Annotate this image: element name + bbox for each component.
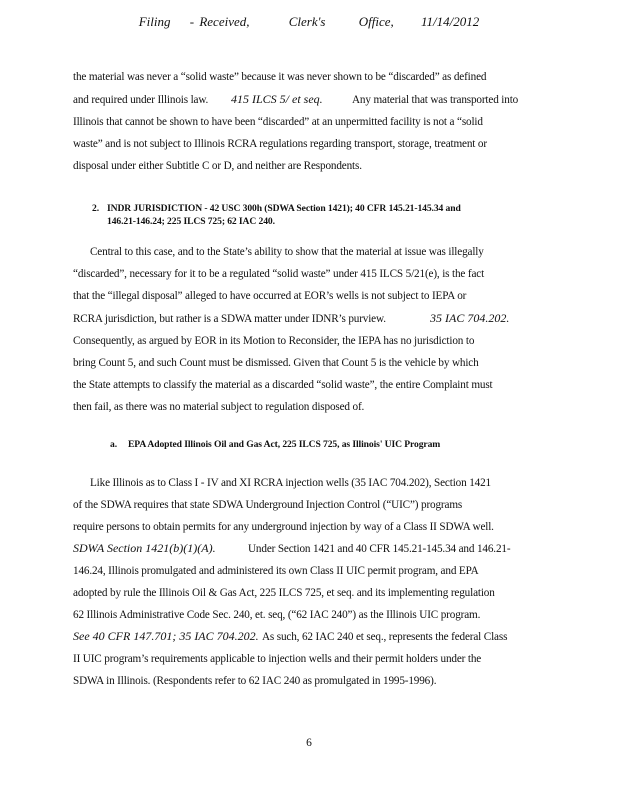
para2-line4: RCRA jurisdiction, but rather is a SDWA matter under IDNR’s purview. [73,313,386,325]
para3-line2: of the SDWA requires that state SDWA Underground Injection Control (“UIC”) programs [73,499,463,511]
heading2-line1: INDR JURISDICTION - 42 USC 300h (SDWA Section 1421); 40 CFR 145.21-145.34 and [107,203,461,214]
para2-line8: then fail, as there was no material subject to regulation disposed of. [73,401,365,413]
header-clerks: Clerk's [288,14,326,29]
para1-line1: the material was never a “solid waste” because it was never shown to be “discarded” as defined [73,71,487,83]
para3-line6: adopted by rule the Illinois Oil & Gas Act, 225 ILCS 725, et seq. and its implementing regulation [73,587,495,599]
para3-line5: 146.24, Illinois promulgated and administered its own Class II UIC permit program, and EPA [73,565,479,577]
para3-citation2: See 40 CFR 147.701; 35 IAC 704.202. [73,629,259,643]
para2-line2: “discarded”, necessary for it to be a regulated “solid waste” under 415 ILCS 5/21(e), is the fact [73,268,485,280]
para3-citation1: SDWA Section 1421(b)(1)(A). [73,541,216,555]
para2-line5: Consequently, as argued by EOR in its Motion to Reconsider, the IEPA has no jurisdiction to [73,335,475,347]
para3-line4b: Under Section 1421 and 40 CFR 145.21-145.34 and 146.21- [248,543,511,555]
filing-header [0,14,618,30]
page-number: 6 [306,737,312,749]
para2-citation: 35 IAC 704.202. [430,311,510,325]
para2-line6: bring Count 5, and such Count must be dismissed. Given that Count 5 is the vehicle by which [73,357,479,369]
para3-line10: SDWA in Illinois. (Respondents refer to 62 IAC 240 as promulgated in 1995-1996). [73,675,437,687]
para1-line3: Illinois that cannot be shown to have been “discarded” at an unpermitted facility is not a “solid [73,116,483,128]
header-date: 11/14/2012 [421,14,480,29]
heading2-number: 2. [92,203,99,214]
para3-line9: II UIC program’s requirements applicable to injection wells and their permit holders under the [73,653,482,665]
heading2-line2: 146.21-146.24; 225 ILCS 725; 62 IAC 240. [107,216,275,227]
para3-line3: require persons to obtain permits for any underground injection by way of a Class II SDWA well. [73,521,494,533]
para1-line5: disposal under either Subtitle C or D, and neither are Respondents. [73,160,362,172]
subheading-a-text: EPA Adopted Illinois Oil and Gas Act, 225 ILCS 725, as Illinois' UIC Program [128,439,441,450]
header-received: - Received, [189,14,250,29]
para1-line2b: Any material that was transported into [352,94,519,106]
para2-line3: that the “illegal disposal” alleged to have occurred at EOR’s wells is not subject to IEPA or [73,290,467,302]
header-office: Office, [358,14,394,29]
para2-line1: Central to this case, and to the State’s ability to show that the material at issue was illegally [90,246,484,258]
para1-line2a: and required under Illinois law. [73,94,209,106]
para3-line1: Like Illinois as to Class I - IV and XI RCRA injection wells (35 IAC 704.202), Section 1421 [90,477,491,489]
para1-line4: waste” and is not subject to Illinois RCRA regulations regarding transport, storage, treatment or [73,138,487,150]
para3-line8b: As such, 62 IAC 240 et seq., represents the federal Class [262,631,508,643]
para1-citation: 415 ILCS 5/ et seq. [231,92,323,106]
header-filing: Filing [138,14,171,29]
subheading-a-letter: a. [110,439,117,450]
para2-line7: the State attempts to classify the material as a discarded “solid waste”, the entire Complaint must [73,379,493,391]
para3-line7: 62 Illinois Administrative Code Sec. 240, et. seq, (“62 IAC 240”) as the Illinois UIC program. [73,609,481,621]
